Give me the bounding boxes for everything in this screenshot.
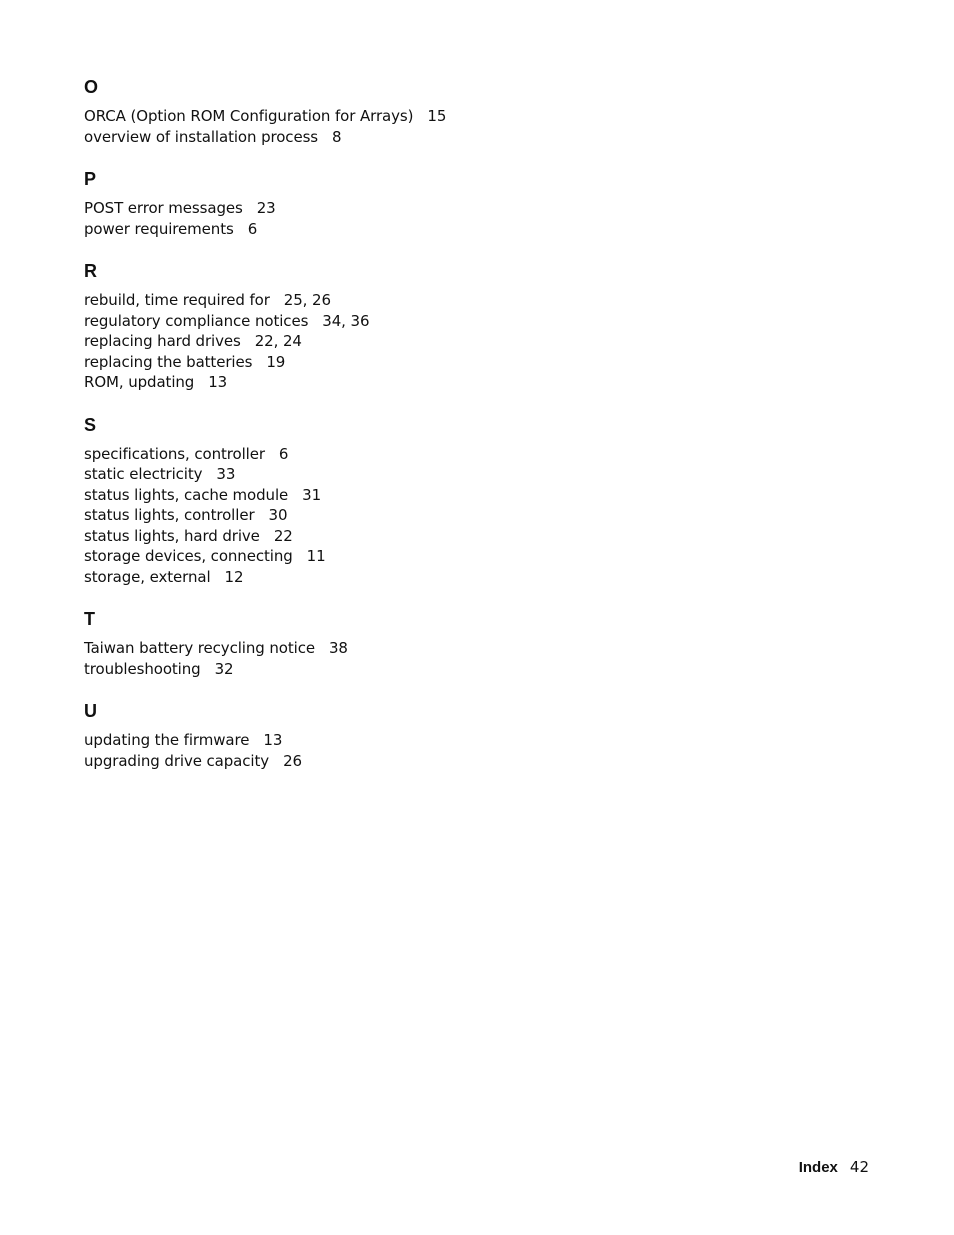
entry-term: specifications, controller (84, 444, 265, 463)
entry-term: overview of installation process (84, 127, 319, 146)
section-letter: R (84, 261, 97, 281)
entry-term: POST error messages (84, 199, 243, 217)
entry-term: power requirements (84, 219, 234, 238)
entry-term: ROM, updating (84, 373, 195, 391)
entry-pages: 23 (256, 199, 276, 217)
index-entry (84, 638, 784, 659)
index-entry (84, 485, 784, 506)
index-entry (84, 198, 784, 219)
index-entry (84, 505, 784, 526)
entry-pages: 31 (302, 485, 322, 504)
section-letter: S (84, 414, 97, 435)
section-letter: O (84, 77, 99, 97)
entry-term: ORCA (Option ROM Configuration for Arrays) (84, 107, 414, 125)
index-entry (84, 219, 784, 240)
entry-pages: 22, 24 (254, 332, 302, 350)
index-content (84, 76, 784, 792)
index-entry (84, 372, 784, 393)
page-number: 42 (849, 1158, 869, 1176)
index-entry (84, 106, 784, 127)
entry-term: updating the firmware (84, 731, 250, 749)
section-letter: T (84, 609, 95, 629)
entry-pages: 38 (328, 639, 348, 657)
entry-pages: 11 (306, 547, 326, 565)
index-section-o (84, 76, 784, 147)
entry-term: regulatory compliance notices (84, 311, 309, 330)
index-entry (84, 567, 784, 588)
entry-pages: 33 (216, 465, 236, 483)
entry-term: status lights, controller (84, 506, 255, 524)
entry-term: status lights, hard drive (84, 526, 260, 545)
entry-term: replacing the batteries (84, 352, 253, 371)
entry-pages: 6 (278, 444, 289, 463)
index-entry (84, 751, 784, 772)
index-entry (84, 730, 784, 751)
index-section-u (84, 700, 784, 771)
entry-term: Taiwan battery recycling notice (84, 639, 315, 657)
entry-term: status lights, cache module (84, 485, 289, 504)
index-entry (84, 331, 784, 352)
entry-pages: 26 (283, 751, 302, 770)
entry-term: storage, external (84, 567, 211, 586)
entry-pages: 30 (268, 506, 288, 524)
index-entry (84, 311, 784, 332)
index-section-p (84, 168, 784, 239)
index-entry (84, 352, 784, 373)
entry-term: replacing hard drives (84, 332, 241, 350)
footer-label: Index (798, 1159, 838, 1176)
index-entry (84, 290, 784, 311)
index-section-s (84, 414, 784, 588)
entry-term: rebuild, time required for (84, 291, 270, 309)
entry-pages: 19 (266, 352, 286, 371)
entry-pages: 34, 36 (322, 311, 370, 330)
section-letter: U (84, 701, 97, 721)
index-section-r (84, 260, 784, 393)
entry-pages: 32 (214, 659, 234, 678)
entry-term: storage devices, connecting (84, 547, 293, 565)
index-entry (84, 659, 784, 680)
entry-pages: 25, 26 (283, 291, 331, 309)
index-section-t (84, 608, 784, 679)
entry-pages: 22 (273, 526, 293, 545)
entry-term: upgrading drive capacity (84, 751, 270, 770)
index-entry (84, 127, 784, 148)
entry-pages: 8 (332, 127, 342, 146)
section-letter: P (84, 169, 97, 189)
index-entry (84, 526, 784, 547)
entry-pages: 15 (427, 107, 447, 125)
page-footer (799, 1157, 869, 1178)
entry-term: troubleshooting (84, 659, 201, 678)
entry-pages: 13 (263, 731, 283, 749)
entry-pages: 13 (208, 373, 228, 391)
index-entry (84, 464, 784, 485)
entry-pages: 6 (247, 219, 258, 238)
entry-term: static electricity (84, 465, 203, 483)
index-entry (84, 444, 784, 465)
entry-pages: 12 (224, 567, 244, 586)
index-entry (84, 546, 784, 567)
